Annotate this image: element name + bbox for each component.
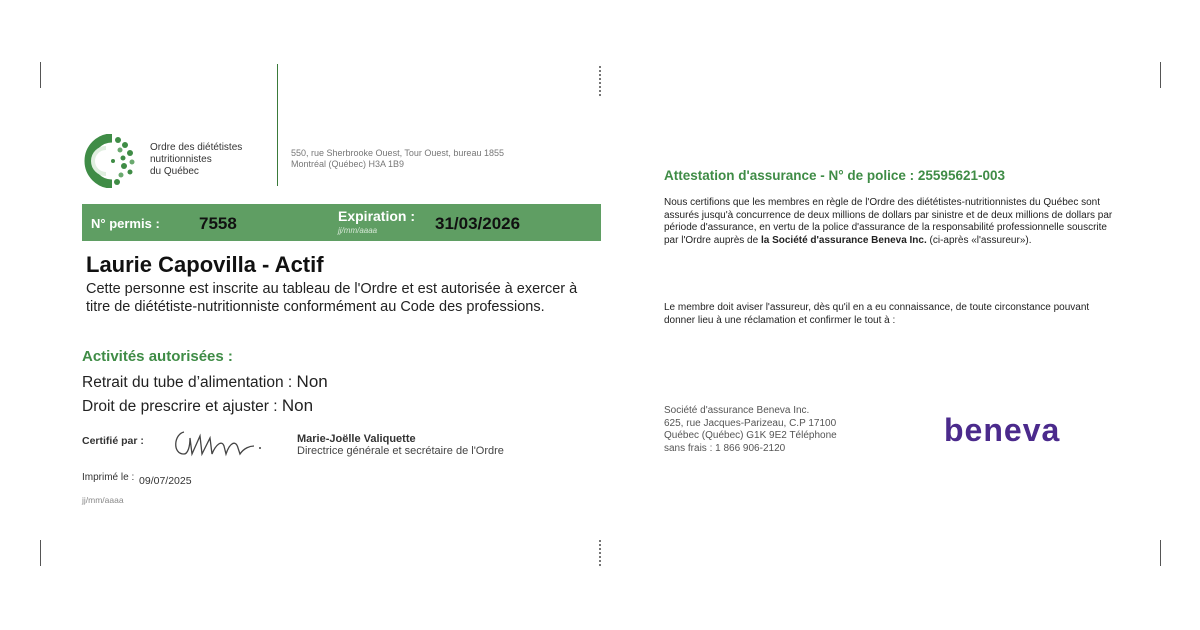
permit-bar [82,204,601,241]
signer-block [297,433,504,457]
expiration-hint: jj/mm/aaaa [338,226,378,235]
printed-row [82,471,192,487]
address-line2: Montréal (Québec) H3A 1B9 [291,159,405,169]
crop-mark-bottom-left [40,540,41,566]
printed-date: 09/07/2025 [139,475,192,487]
beneva-logo: beneva [944,412,1061,448]
member-name: Laurie Capovilla - Actif [86,252,324,277]
fold-mark-top [599,66,603,96]
org-name-line1: Ordre des diététistes [150,142,243,153]
insurer-line2: 625, rue Jacques-Parizeau, C.P 17100 [664,417,837,429]
insurer-bold-name: la Société d'assurance Beneva Inc. [760,234,927,246]
activity-feeding-tube-value: Non [296,372,328,391]
activity-feeding-tube-label: Retrait du tube d’alimentation : [82,374,293,391]
insurer-line1: Société d'assurance Beneva Inc. [664,405,810,416]
org-address [291,148,504,170]
activity-prescribe [82,396,313,416]
activities-title: Activités autorisées : [82,348,233,365]
member-description: Cette personne est inscrite au tableau de l'Ordre et est autorisée à exercer à titre de diététiste-nutritionniste conformément au Code des professions. [86,281,578,315]
signature-icon [170,424,270,465]
signer-role: Directrice générale et secrétaire de l'Ordre [297,445,504,457]
signer-name: Marie-Joëlle Valiquette [297,433,416,445]
fold-mark-bottom [599,540,603,566]
crop-mark-top-left [40,62,41,88]
org-name-line3: du Québec [150,166,199,177]
printed-hint: jj/mm/aaaa [82,495,124,505]
attestation-paragraph-2: Le membre doit aviser l'assureur, dès qu'il en a eu connaissance, de toute circonstance pouvant donner lieu à une réclamation et confirmer le tout à : [664,302,1090,326]
activity-prescribe-label: Droit de prescrire et ajuster : [82,398,278,415]
crop-mark-bottom-right [1160,540,1161,566]
org-name [150,142,242,178]
activity-prescribe-value: Non [281,396,314,415]
odnq-logo-icon [84,134,144,193]
activity-feeding-tube [82,372,328,392]
attestation-paragraph-1 [664,197,1120,247]
insurer-address [664,405,837,455]
attestation-title: Attestation d'assurance - N° de police : 25595621-003 [664,168,1005,183]
printed-label: Imprimé le : [82,472,135,483]
attestation-paragraph-1-end: (ci-après «l'assureur»). [929,234,1032,246]
insurer-line4: sans frais : 1 866 906-2120 [664,442,786,454]
permit-label: N° permis : [91,216,160,231]
attestation-paragraph-1-text: Nous certifions que les membres en règle de l'Ordre des diététistes-nutritionnistes du Québec sont assurés jusqu'à concurrence de deux millions de dollars par sinistre et de deux millions de dollars par période d'assurance, en vertu de la police d'assurance de la responsabilité professionnelle souscrite par l'Ordre auprès de [664,197,1113,246]
insurer-line3: Québec (Québec) G1K 9E2 Téléphone [664,430,837,441]
certified-label: Certifié par : [82,435,144,447]
expiration-date: 31/03/2026 [435,214,521,233]
org-name-line2: nutritionnistes [150,154,212,165]
address-line1: 550, rue Sherbrooke Ouest, Tour Ouest, bureau 1855 [291,148,504,158]
permit-number: 7558 [199,214,237,233]
crop-mark-top-right [1160,62,1161,88]
expiration-label: Expiration : [338,208,416,224]
header-divider [277,64,278,186]
